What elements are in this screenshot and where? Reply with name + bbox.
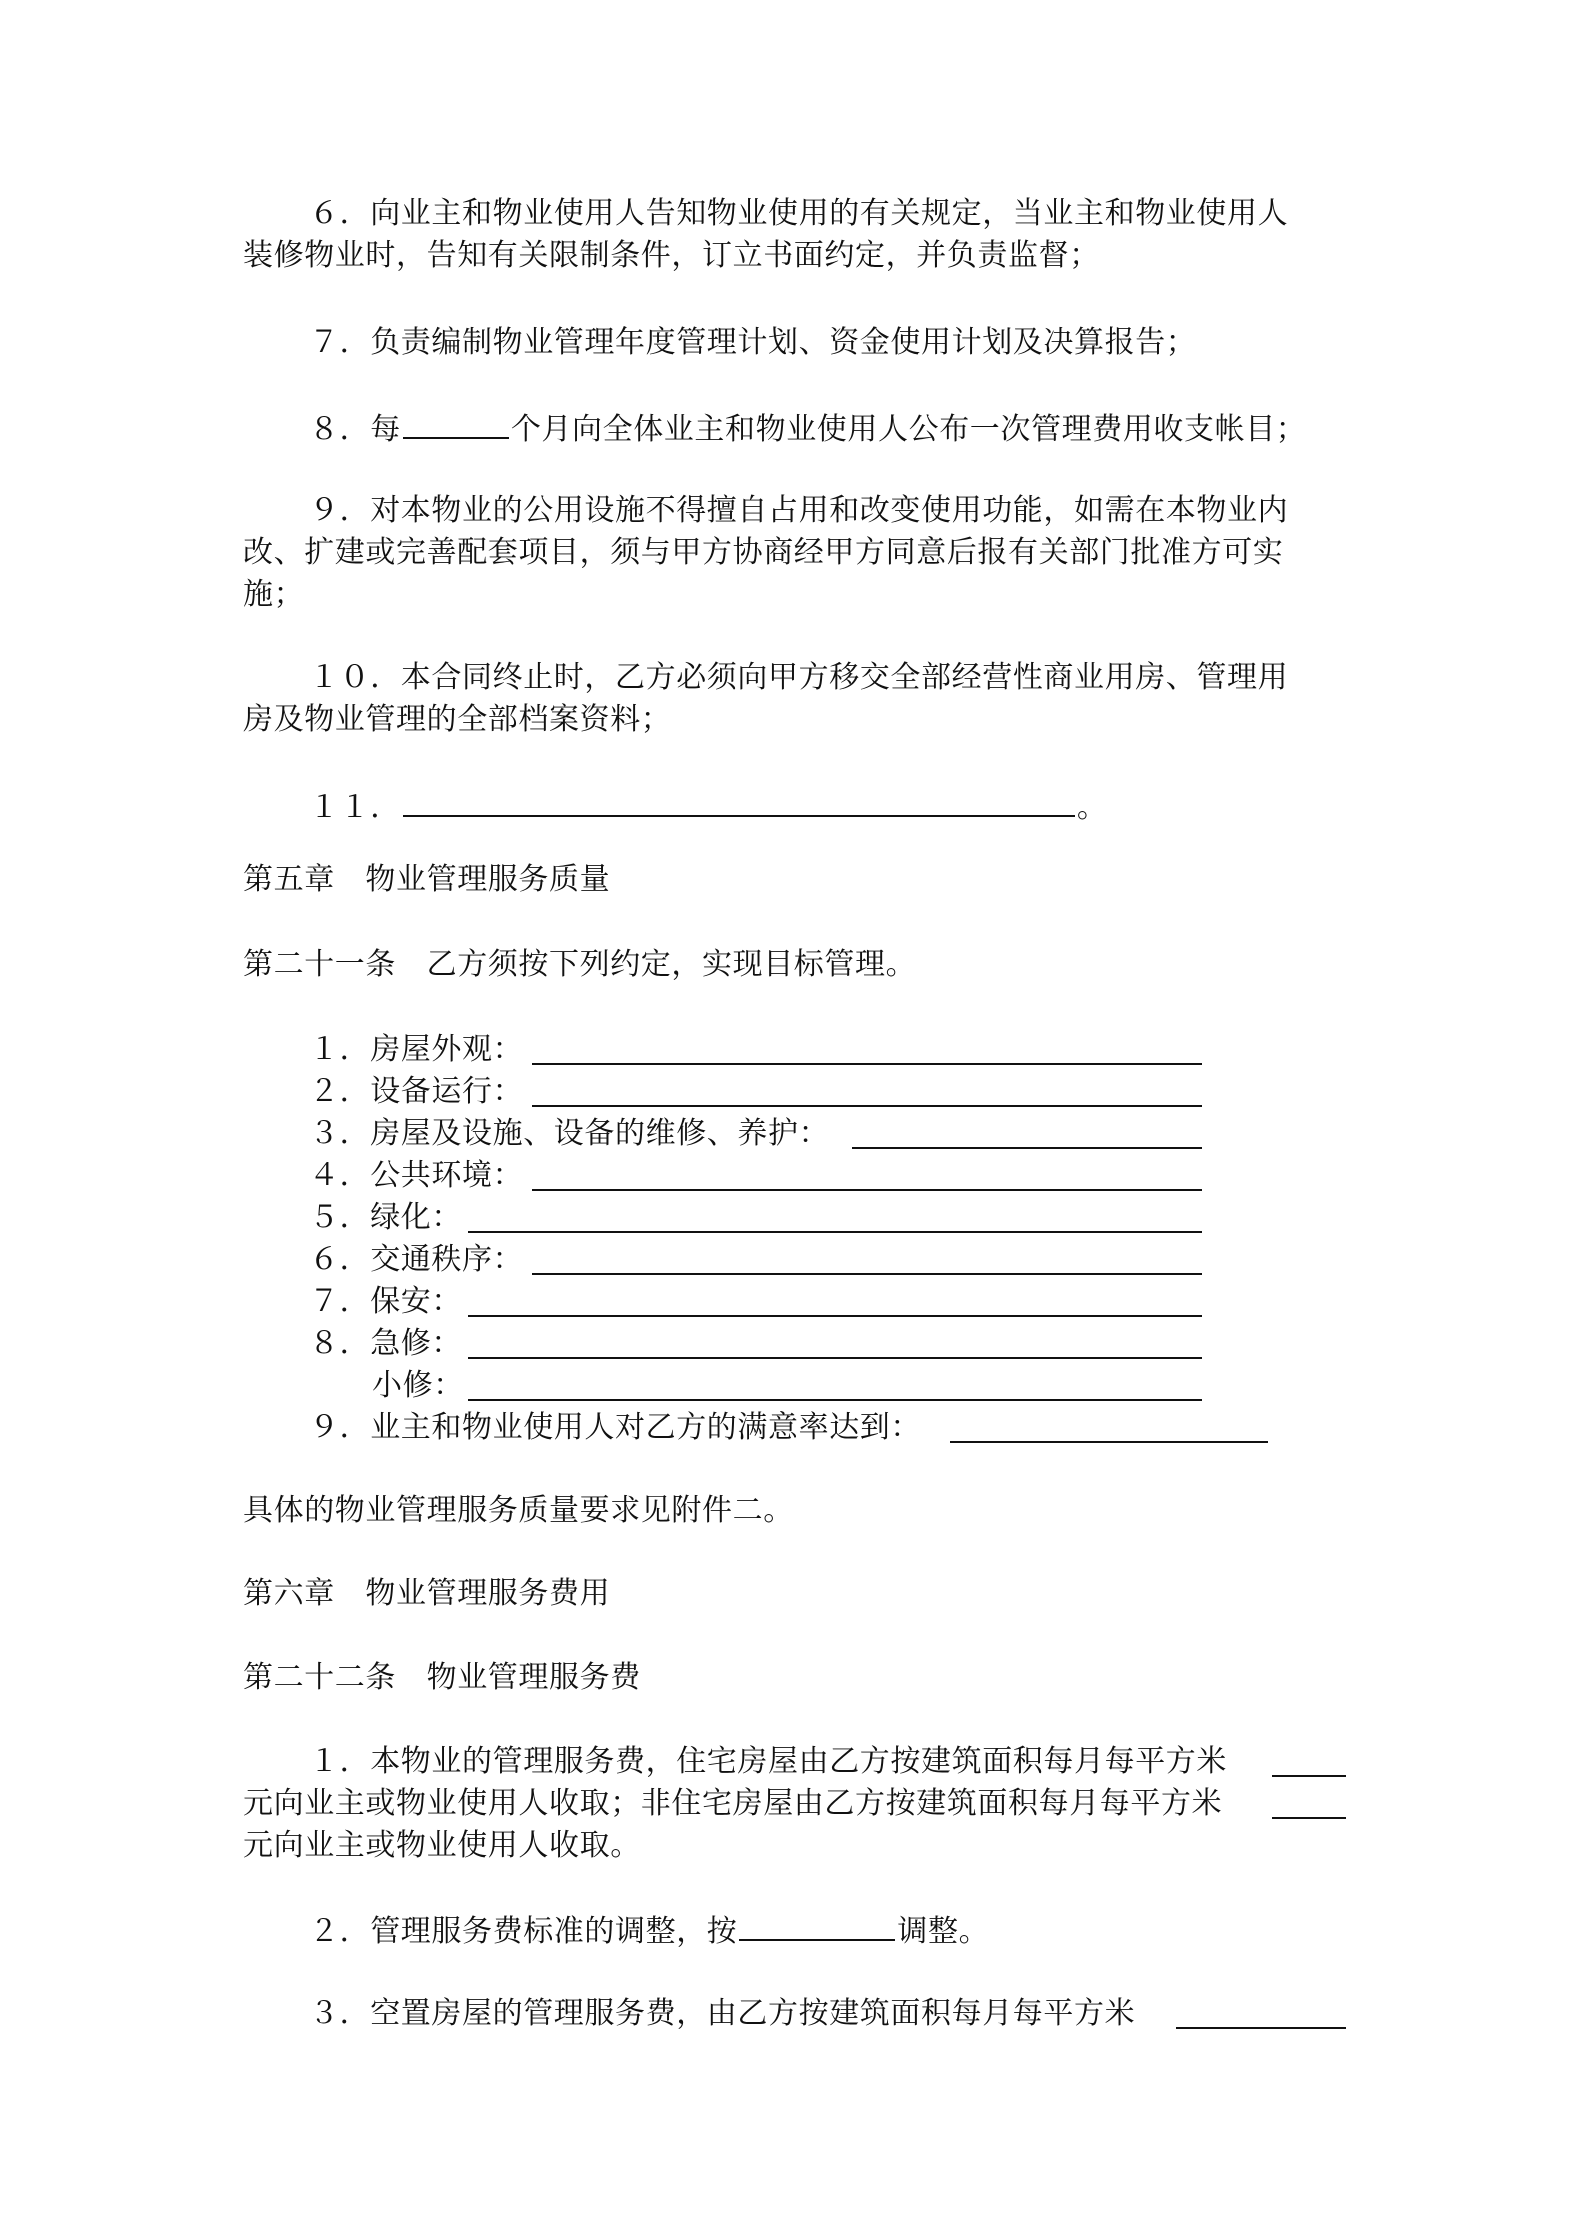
clause-11-blank <box>403 785 1075 817</box>
article-21: 第二十一条 乙方须按下列约定，实现目标管理。 <box>243 947 917 982</box>
clause-9-line-3: 施； <box>243 577 305 612</box>
fee-2-blank <box>739 1909 895 1941</box>
quality-item-5: ５．绿化： <box>309 1200 462 1235</box>
fee-2-suffix: 调整。 <box>897 1914 990 1949</box>
quality-item-1-blank <box>532 1063 1202 1065</box>
quality-item-1: １．房屋外观： <box>309 1032 524 1067</box>
clause-8-prefix: ８．每 <box>309 412 401 447</box>
clause-6-line-2: 装修物业时，告知有关限制条件，订立书面约定，并负责监督； <box>243 238 1100 273</box>
clause-11 <box>309 785 1107 829</box>
fee-2-prefix: ２．管理服务费标准的调整，按 <box>309 1914 738 1949</box>
clause-11-prefix: １１． <box>309 790 401 825</box>
fee-1-blank-2 <box>1272 1817 1346 1819</box>
quality-item-8b: 小修： <box>372 1368 464 1403</box>
fee-3-blank <box>1176 2027 1346 2029</box>
quality-item-6: ６．交通秩序： <box>309 1242 524 1277</box>
quality-item-9: ９．业主和物业使用人对乙方的满意率达到： <box>309 1410 921 1445</box>
fee-1-blank-1 <box>1272 1775 1346 1777</box>
quality-item-8b-blank <box>468 1399 1202 1401</box>
quality-item-3-blank <box>852 1147 1202 1149</box>
clause-10-line-2: 房及物业管理的全部档案资料； <box>243 702 672 737</box>
quality-item-6-blank <box>532 1273 1202 1275</box>
clause-6-line-1: ６．向业主和物业使用人告知物业使用的有关规定，当业主和物业使用人 <box>309 196 1289 231</box>
quality-item-8-blank <box>468 1357 1202 1359</box>
fee-3: ３．空置房屋的管理服务费，由乙方按建筑面积每月每平方米 <box>309 1996 1136 2031</box>
fee-2 <box>309 1909 989 1953</box>
quality-item-4-blank <box>532 1189 1202 1191</box>
quality-item-3: ３．房屋及设施、设备的维修、养护： <box>309 1116 830 1151</box>
fee-1-line-3: 元向业主或物业使用人收取。 <box>243 1828 641 1863</box>
quality-item-8: ８．急修： <box>309 1326 462 1361</box>
quality-item-4: ４．公共环境： <box>309 1158 524 1193</box>
fee-1-line-2: 元向业主或物业使用人收取；非住宅房屋由乙方按建筑面积每月每平方米 <box>243 1786 1223 1821</box>
quality-item-7-blank <box>468 1315 1202 1317</box>
clause-8-suffix: 个月向全体业主和物业使用人公布一次管理费用收支帐目； <box>510 412 1307 447</box>
quality-item-7: ７．保安： <box>309 1284 462 1319</box>
clause-9-line-2: 改、扩建或完善配套项目，须与甲方协商经甲方同意后报有关部门批准方可实 <box>243 535 1284 570</box>
chapter-6-heading: 第六章 物业管理服务费用 <box>243 1576 611 1611</box>
quality-item-2-blank <box>532 1105 1202 1107</box>
fee-1-line-1: １．本物业的管理服务费，住宅房屋由乙方按建筑面积每月每平方米 <box>309 1744 1227 1779</box>
clause-9-line-1: ９．对本物业的公用设施不得擅自占用和改变使用功能，如需在本物业内 <box>309 493 1289 528</box>
clause-10-line-1: １０．本合同终止时，乙方必须向甲方移交全部经营性商业用房、管理用 <box>309 660 1289 695</box>
clause-8-blank <box>403 407 509 439</box>
article-22: 第二十二条 物业管理服务费 <box>243 1660 641 1695</box>
clause-11-suffix: 。 <box>1076 790 1108 825</box>
quality-item-2: ２．设备运行： <box>309 1074 524 1109</box>
quality-item-9-blank <box>950 1441 1268 1443</box>
clause-7: ７．负责编制物业管理年度管理计划、资金使用计划及决算报告； <box>309 325 1197 360</box>
chapter-5-heading: 第五章 物业管理服务质量 <box>243 862 611 897</box>
clause-8 <box>309 407 1306 451</box>
quality-item-5-blank <box>468 1231 1202 1233</box>
quality-note: 具体的物业管理服务质量要求见附件二。 <box>243 1493 794 1528</box>
